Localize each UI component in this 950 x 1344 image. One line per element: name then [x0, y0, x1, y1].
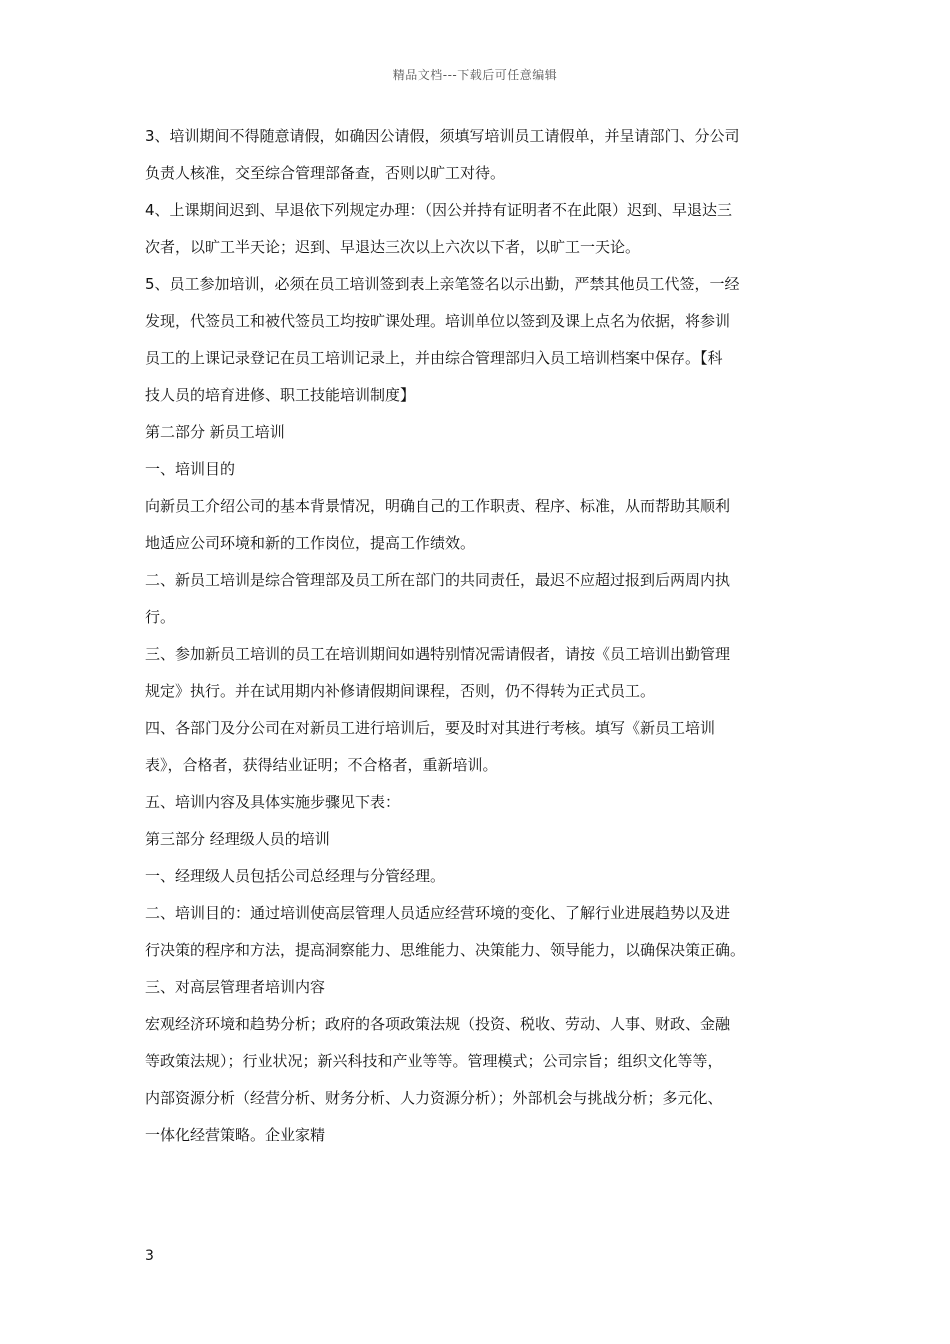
text-line: 规定》执行。并在试用期内补修请假期间课程，否则，仍不得转为正式员工。 — [145, 682, 656, 700]
text-line: 负责人核准，交至综合管理部备查，否则以旷工对待。 — [145, 164, 506, 182]
text-line: 二、新员工培训是综合管理部及员工所在部门的共同责任，最迟不应超过报到后两周内执 — [145, 571, 731, 589]
section-heading: 第三部分 经理级人员的培训 — [145, 830, 330, 848]
text-line: 五、培训内容及具体实施步骤见下表： — [145, 793, 401, 811]
document-body — [145, 122, 810, 1158]
text-line: 二、培训目的：通过培训使高层管理人员适应经营环境的变化、了解行业进展趋势以及进 — [145, 904, 731, 922]
text-line: 次者，以旷工半天论；迟到、早退达三次以上六次以下者，以旷工一天论。 — [145, 238, 641, 256]
text-line: 发现，代签员工和被代签员工均按旷课处理。培训单位以签到及课上点名为依据，将参训 — [145, 312, 731, 330]
text-line: 表》，合格者，获得结业证明；不合格者，重新培训。 — [145, 756, 498, 774]
text-line: 技人员的培育进修、职工技能培训制度】 — [145, 386, 416, 404]
text-line: 等政策法规）；行业状况；新兴科技和产业等等。管理模式；公司宗旨；组织文化等等， — [145, 1052, 723, 1070]
page-number: 3 — [145, 1248, 154, 1264]
text-line: 4、上课期间迟到、早退依下列规定办理：（因公并持有证明者不在此限）迟到、早退达三 — [145, 201, 733, 219]
text-line: 员工的上课记录登记在员工培训记录上，并由综合管理部归入员工培训档案中保存。【科 — [145, 349, 723, 367]
text-line: 宏观经济环境和趋势分析；政府的各项政策法规（投资、税收、劳动、人事、财政、金融 — [145, 1015, 731, 1033]
page-header: 精品文档---下载后可任意编辑 — [392, 68, 558, 82]
text-line: 向新员工介绍公司的基本背景情况，明确自己的工作职责、程序、标准，从而帮助其顺利 — [145, 497, 731, 515]
text-line: 三、参加新员工培训的员工在培训期间如遇特别情况需请假者，请按《员工培训出勤管理 — [145, 645, 731, 663]
text-line: 行决策的程序和方法，提高洞察能力、思维能力、决策能力、领导能力，以确保决策正确。 — [145, 941, 746, 959]
section-heading: 第二部分 新员工培训 — [145, 423, 285, 441]
text-line: 一、经理级人员包括公司总经理与分管经理。 — [145, 867, 446, 885]
text-line: 四、各部门及分公司在对新员工进行培训后，要及时对其进行考核。填写《新员工培训 — [145, 719, 716, 737]
text-line: 3、培训期间不得随意请假，如确因公请假，须填写培训员工请假单，并呈请部门、分公司 — [145, 127, 740, 145]
text-line: 行。 — [145, 608, 176, 626]
subsection-heading: 三、对高层管理者培训内容 — [145, 978, 326, 996]
text-line: 地适应公司环境和新的工作岗位，提高工作绩效。 — [145, 534, 476, 552]
subsection-heading: 一、培训目的 — [145, 460, 236, 478]
text-line: 内部资源分析（经营分析、财务分析、人力资源分析）；外部机会与挑战分析；多元化、 — [145, 1089, 723, 1107]
text-line: 一体化经营策略。企业家精 — [145, 1126, 326, 1144]
text-line: 5、员工参加培训，必须在员工培训签到表上亲笔签名以示出勤，严禁其他员工代签，一经 — [145, 275, 740, 293]
